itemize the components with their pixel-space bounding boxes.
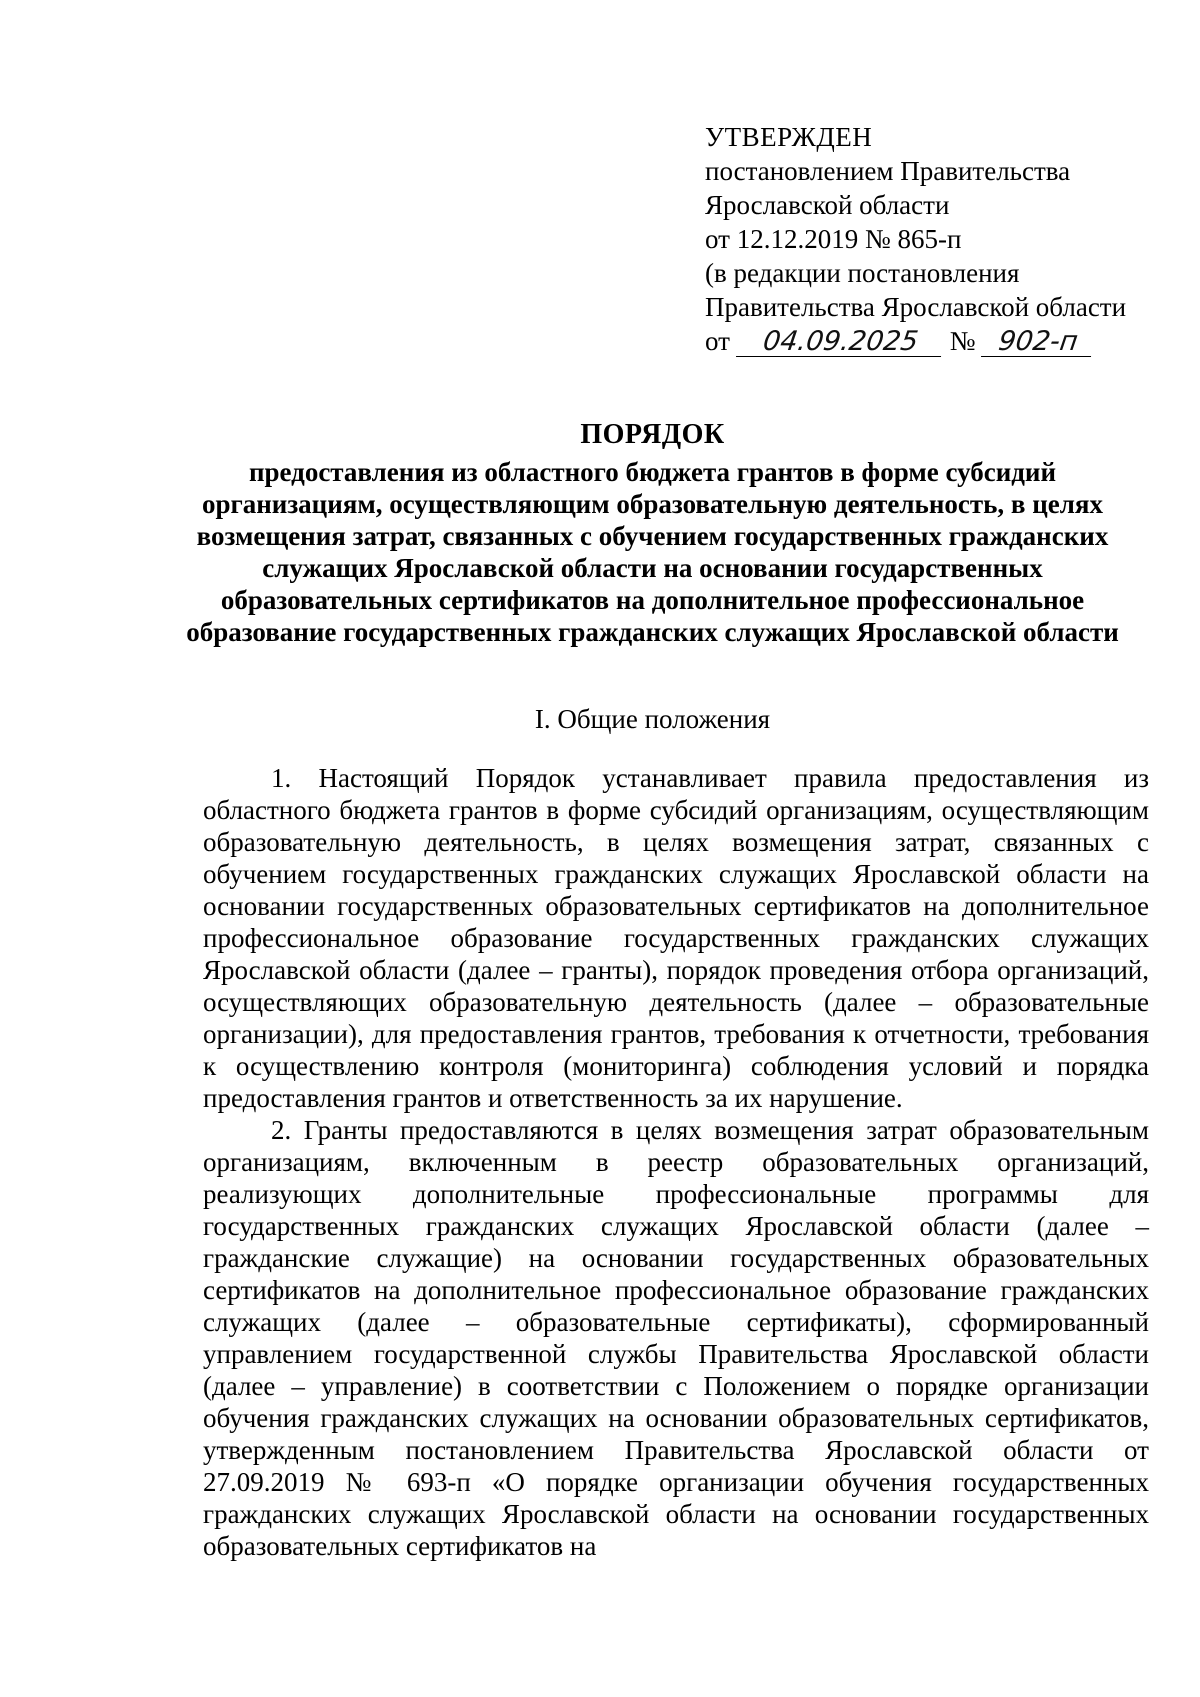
paragraph-2: 2. Гранты предоставляются в целях возмещения затрат образовательным организациям, включенным в реестр образовательных организаций, реализующих дополнительные профессиональные программы для государственных гражданских служащих Ярославской области (далее – гражданские служащие) на основании государственных образовательных сертификатов на дополнительное профессиональное образование гражданских служащих (далее – образовательные сертификаты), сформированный управлением государственной службы Правительства Ярославской области (далее – управление) в соответствии с Положением о порядке организации обучения гражданских служащих на основании образовательных сертификатов, утвержденным постановлением Правительства Ярославской области от 27.09.2019 № 693-п «О порядке организации обучения государственных гражданских служащих Ярославской области на основании государственных образовательных сертификатов на xyxy=(203,1115,1149,1561)
handwritten-date: 04.09.2025 xyxy=(736,328,945,357)
approval-line-3: от 12.12.2019 № 865-п xyxy=(705,224,962,254)
number-sign: № xyxy=(949,326,976,356)
approval-line-6 xyxy=(705,324,1175,358)
document-subtitle: предоставления из областного бюджета грантов в форме субсидий организациям, осуществляющим образовательную деятельность, в целях возмещения затрат, связанных с обучением государственных гражданских служащих Ярославской области на основании государственных образовательных сертификатов на дополнительное профессиональное образование государственных гражданских служащих Ярославской области xyxy=(186,457,1119,647)
approval-title: УТВЕРЖДЕН xyxy=(705,122,873,152)
approval-line-2: Ярославской области xyxy=(705,190,950,220)
section-heading: I. Общие положения xyxy=(534,704,771,734)
approval-line-1: постановлением Правительства xyxy=(705,156,1071,186)
document-body xyxy=(203,762,1149,1562)
paragraph-1: 1. Настоящий Порядок устанавливает правила предоставления из областного бюджета грантов в форме субсидий организациям, осуществляющим образовательную деятельность, в целях возмещения затрат, связанных с обучением государственных гражданских служащих Ярославской области на основании государственных образовательных сертификатов на дополнительное профессиональное образование государственных гражданских служащих Ярославской области (далее – гранты), порядок проведения отбора организаций, осуществляющих образовательную деятельность (далее – образовательные организации), для предоставления грантов, требования к отчетности, требования к осуществлению контроля (мониторинга) соблюдения условий и порядка предоставления грантов и ответственность за их нарушение. xyxy=(203,763,1149,1113)
document-title-block xyxy=(180,418,1125,648)
approval-line-5: Правительства Ярославской области xyxy=(705,292,1127,322)
document-title: ПОРЯДОК xyxy=(580,419,725,450)
approval-stamp-block xyxy=(705,120,1175,358)
from-prefix: от xyxy=(705,326,730,356)
approval-line-4: (в редакции постановления xyxy=(705,258,1020,288)
handwritten-number: 902-п xyxy=(981,328,1095,357)
